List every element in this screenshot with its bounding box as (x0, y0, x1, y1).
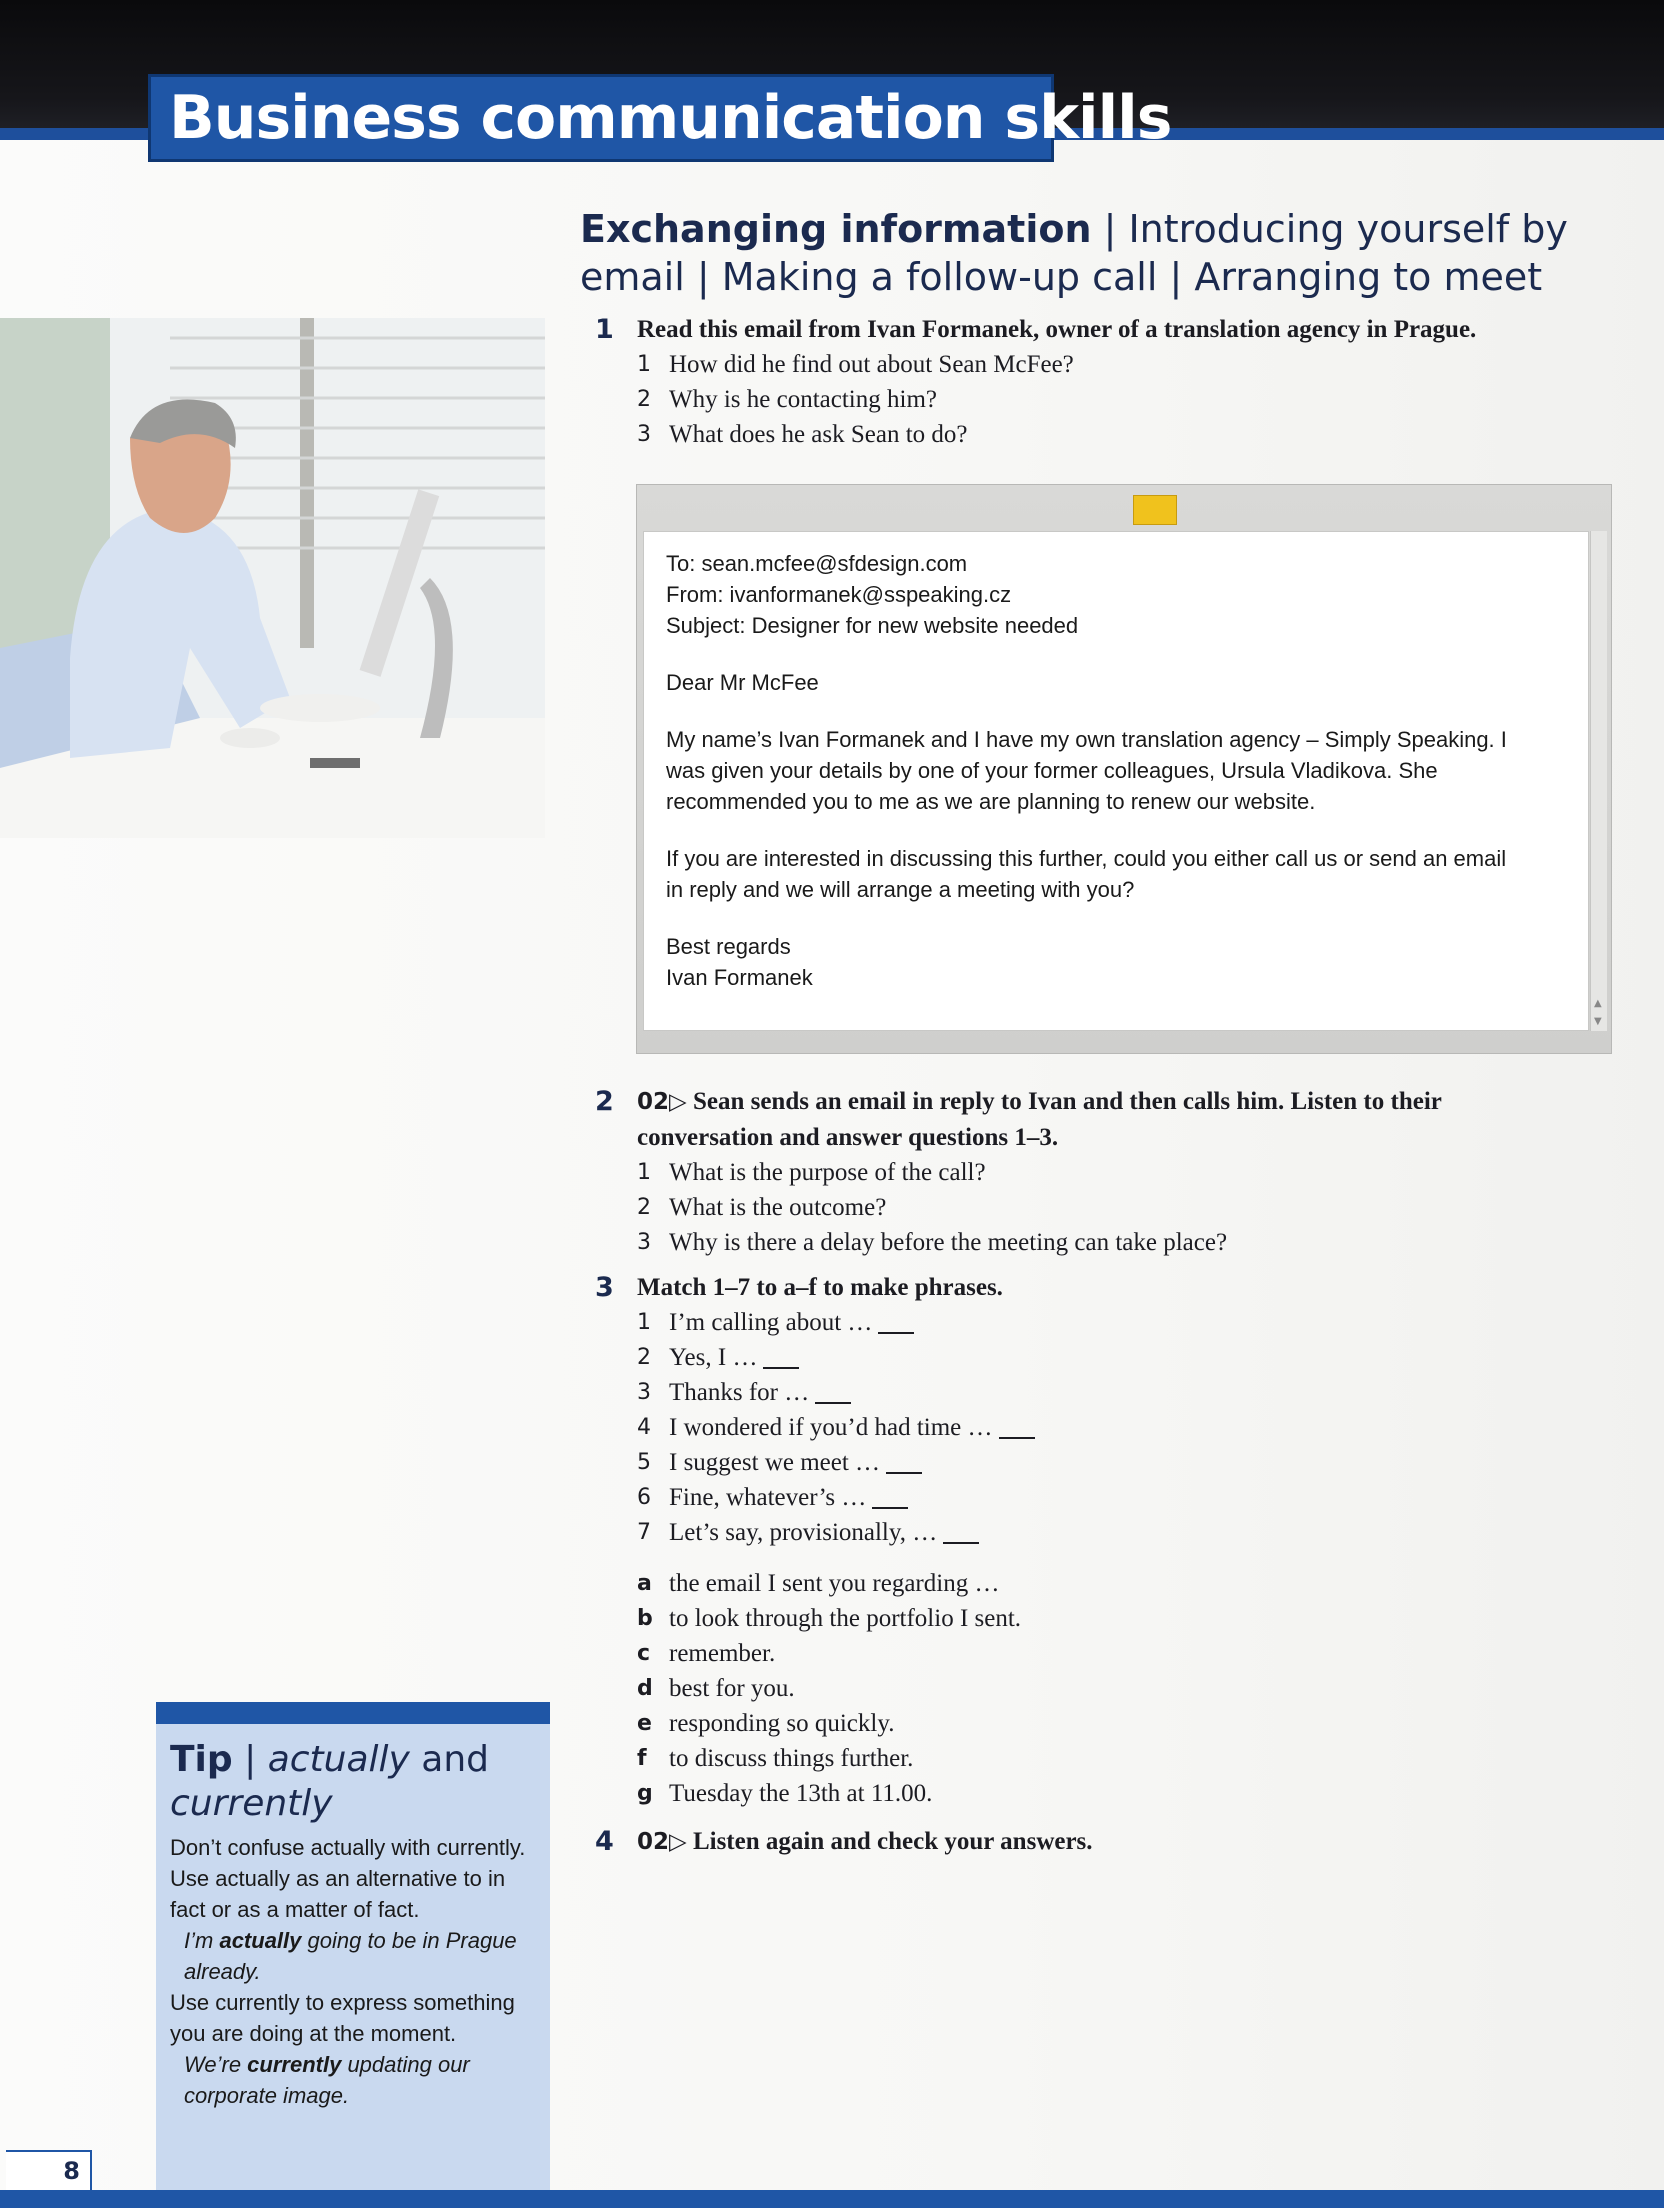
example-text: updating our corporate image. (184, 2052, 470, 2108)
item-text: the email I sent you regarding … (669, 1570, 1000, 1597)
exercise-instruction (637, 1084, 1555, 1155)
list-item (637, 1375, 1595, 1410)
item-key: 1 (637, 1310, 651, 1335)
item-text: Fine, whatever’s … (669, 1484, 867, 1511)
item-key: g (637, 1781, 653, 1806)
item-text: What is the outcome? (669, 1194, 887, 1221)
answer-blank[interactable] (872, 1474, 908, 1509)
item-text: Let’s say, provisionally, … (669, 1519, 938, 1546)
item-key: 2 (637, 1195, 651, 1220)
email-scrollbar[interactable] (1590, 531, 1607, 1031)
list-item (637, 382, 1595, 417)
item-key: a (637, 1571, 652, 1596)
list-item (637, 347, 1595, 382)
email-subject: Subject: Designer for new website needed (666, 613, 1079, 638)
exercise-2 (595, 1084, 1555, 1260)
item-text: I’m calling about … (669, 1309, 873, 1336)
email-to: To: sean.mcfee@sfdesign.com (666, 551, 968, 576)
audio-track-label: 02▷ (637, 1089, 687, 1115)
exercise-instruction: Read this email from Ivan Formanek, owner of a translation agency in Prague. (637, 316, 1477, 343)
email-body (643, 531, 1589, 1031)
item-key: 4 (637, 1415, 651, 1440)
email-signoff: Best regards (666, 934, 791, 959)
item-text: How did he find out about Sean McFee? (669, 351, 1074, 378)
phrase-starts (637, 1305, 1595, 1550)
tip-example (170, 1925, 536, 1987)
example-text: going to be in Prague already. (184, 1928, 517, 1984)
item-key: 1 (637, 1160, 651, 1185)
banner-title: Business communication skills (169, 83, 1172, 153)
exercise-instruction: Match 1–7 to a–f to make phrases. (637, 1274, 1003, 1301)
list-item (637, 1480, 1595, 1515)
list-item (637, 1671, 1595, 1706)
example-text: We’re (184, 2052, 248, 2077)
answer-blank[interactable] (943, 1509, 979, 1544)
list-item (637, 1566, 1595, 1601)
tip-label: Tip (170, 1739, 233, 1780)
envelope-icon (1133, 495, 1177, 525)
section-heading (580, 205, 1580, 301)
tip-example (170, 2049, 536, 2111)
tip-separator: | (232, 1739, 268, 1780)
list-item (637, 1741, 1595, 1776)
email-window (636, 484, 1612, 1054)
tip-word: actually (267, 1739, 410, 1780)
example-bold: currently (247, 2052, 342, 2077)
exercise-number: 3 (595, 1272, 614, 1303)
answer-blank[interactable] (763, 1334, 799, 1369)
exercise-number: 4 (595, 1826, 614, 1857)
scroll-up-icon[interactable]: ▲ (1594, 998, 1602, 1009)
item-text: best for you. (669, 1675, 795, 1702)
item-text: Why is there a delay before the meeting can take place? (669, 1229, 1228, 1256)
list-item (637, 1636, 1595, 1671)
item-text: to discuss things further. (669, 1745, 914, 1772)
heading-rest: | Introducing yourself by email | Making a follow-up call | Arranging to meet (580, 207, 1568, 299)
exercise-3 (595, 1270, 1595, 1811)
instruction-text: Sean sends an email in reply to Ivan and then calls him. Listen to their conversation and answer questions 1–3. (637, 1088, 1442, 1151)
tip-paragraph: Use currently to express something you are doing at the moment. (170, 1990, 515, 2046)
item-text: responding so quickly. (669, 1710, 895, 1737)
tip-and: and (409, 1739, 490, 1780)
item-key: 3 (637, 1230, 651, 1255)
item-key: c (637, 1641, 651, 1666)
bottom-blue-rule (0, 2190, 1664, 2208)
item-key: 2 (637, 1345, 651, 1370)
answer-blank[interactable] (878, 1299, 914, 1334)
item-key: f (637, 1746, 647, 1771)
email-signature: Ivan Formanek (666, 965, 813, 990)
item-key: e (637, 1711, 652, 1736)
question-list (637, 1155, 1555, 1260)
item-key: 2 (637, 387, 651, 412)
answer-blank[interactable] (886, 1439, 922, 1474)
exercise-1 (595, 312, 1595, 452)
instruction-text: Listen again and check your answers. (692, 1828, 1093, 1855)
item-text: What is the purpose of the call? (669, 1159, 986, 1186)
item-key: d (637, 1676, 653, 1701)
email-paragraph: If you are interested in discussing this further, could you either call us or send an email in reply and we will arrange a meeting with you? (666, 846, 1507, 902)
item-key: 5 (637, 1450, 651, 1475)
tip-box (156, 1702, 550, 2208)
exercise-instruction (637, 1824, 1595, 1860)
list-item (637, 1340, 1595, 1375)
question-list (637, 347, 1595, 452)
list-item (637, 1190, 1555, 1225)
audio-track-label: 02▷ (637, 1829, 687, 1855)
item-key: 7 (637, 1520, 651, 1545)
email-greeting: Dear Mr McFee (666, 670, 819, 695)
item-text: Thanks for … (669, 1379, 810, 1406)
exercise-number: 1 (595, 314, 614, 345)
email-from: From: ivanformanek@sspeaking.cz (666, 582, 1012, 607)
item-key: 6 (637, 1485, 651, 1510)
answer-blank[interactable] (999, 1404, 1035, 1439)
item-text: to look through the portfolio I sent. (669, 1605, 1022, 1632)
item-key: 3 (637, 422, 651, 447)
page-number: 8 (6, 2150, 92, 2192)
item-text: What does he ask Sean to do? (669, 421, 968, 448)
list-item (637, 417, 1595, 452)
item-text: Yes, I … (669, 1344, 758, 1371)
photo-illustration (0, 318, 545, 838)
exercise-4 (595, 1824, 1595, 1860)
tip-word: currently (170, 1783, 333, 1824)
item-key: 3 (637, 1380, 651, 1405)
answer-blank[interactable] (815, 1369, 851, 1404)
example-text: I’m (184, 1928, 220, 1953)
item-text: Tuesday the 13th at 11.00. (669, 1780, 933, 1807)
phrase-endings (637, 1566, 1595, 1811)
list-item (637, 1410, 1595, 1445)
exercise-number: 2 (595, 1086, 614, 1117)
list-item (637, 1601, 1595, 1636)
photo-man-at-computer (0, 318, 545, 838)
item-text: I wondered if you’d had time … (669, 1414, 993, 1441)
item-text: Why is he contacting him? (669, 386, 937, 413)
item-key: 1 (637, 352, 651, 377)
list-item (637, 1776, 1595, 1811)
example-bold: actually (219, 1928, 302, 1953)
tip-paragraph: Don’t confuse actually with currently. Use actually as an alternative to in fact or as a matter of fact. (170, 1835, 526, 1922)
list-item (637, 1706, 1595, 1741)
list-item (637, 1225, 1555, 1260)
scroll-down-icon[interactable]: ▼ (1594, 1016, 1602, 1027)
tip-title (170, 1738, 536, 1826)
item-text: I suggest we meet … (669, 1449, 881, 1476)
section-banner (148, 74, 1172, 162)
item-key: b (637, 1606, 653, 1631)
list-item (637, 1155, 1555, 1190)
heading-strong: Exchanging information (580, 207, 1092, 251)
email-paragraph: My name’s Ivan Formanek and I have my own translation agency – Simply Speaking. I was given your details by one of your former colleagues, Ursula Vladikova. She recommended you to me as we are planning to renew our website. (666, 727, 1507, 814)
list-item (637, 1515, 1595, 1550)
list-item (637, 1445, 1595, 1480)
item-text: remember. (669, 1640, 776, 1667)
